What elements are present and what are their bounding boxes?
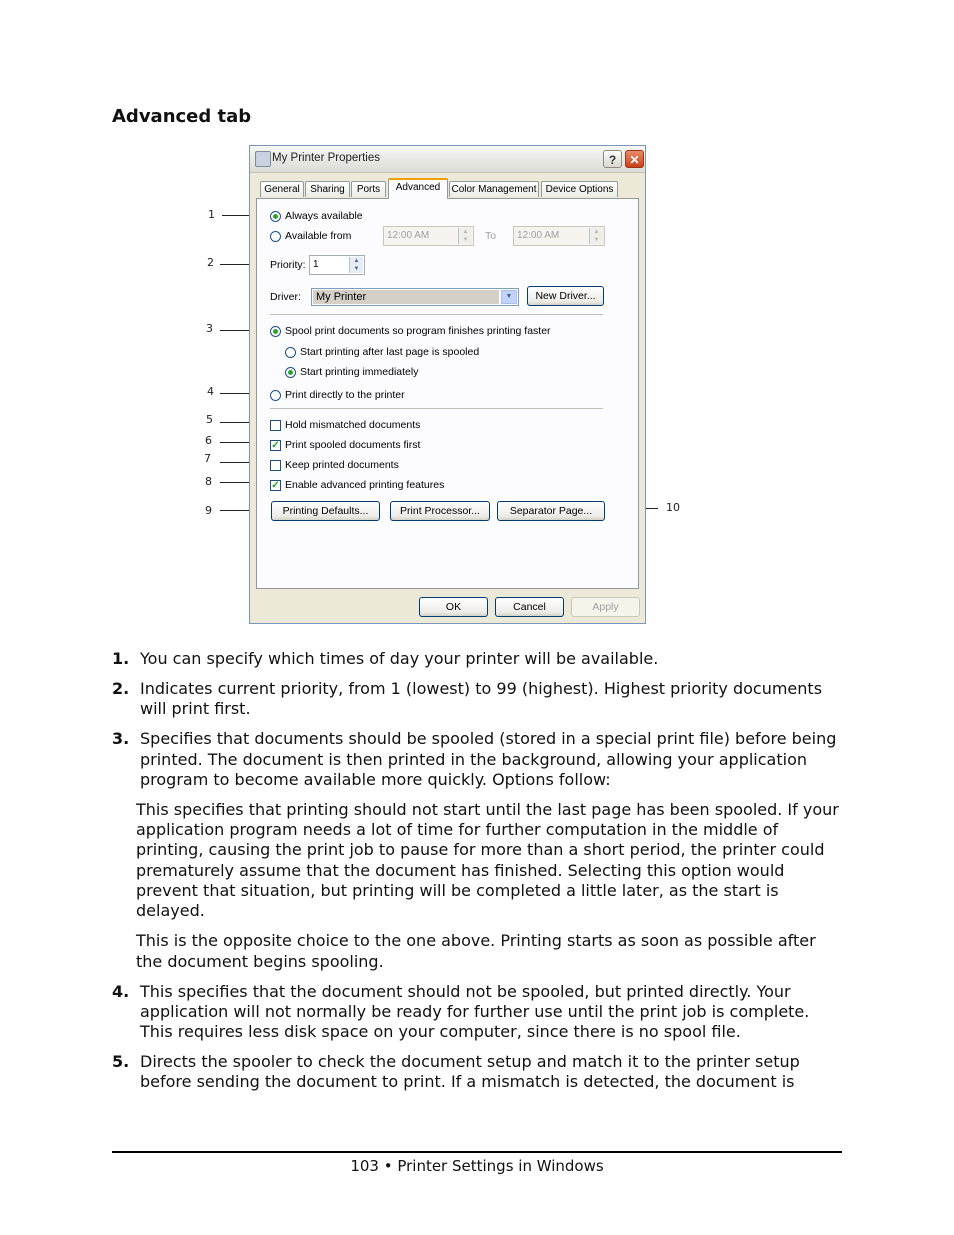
time-to-value: 12:00 AM	[517, 230, 560, 241]
callout-6: 6	[205, 434, 212, 447]
driver-label: Driver:	[270, 291, 301, 303]
radio-icon[interactable]	[270, 390, 281, 401]
time-to-input[interactable]	[513, 226, 605, 246]
always-available-label: Always available	[285, 210, 363, 222]
chevron-down-icon[interactable]: ▼	[501, 290, 517, 304]
advanced-panel	[256, 198, 639, 589]
separator	[270, 408, 603, 409]
item-text: Specifies that documents should be spooled (stored in a special print file) before being printed. The document is then printed in the background, allowing your application program to become available more quickly. Options follow:	[140, 729, 837, 789]
driver-value: My Printer	[313, 290, 499, 304]
print-spooled-first-label: Print spooled documents first	[285, 439, 421, 451]
start-after-last-label: Start printing after last page is spooled	[300, 346, 480, 358]
print-directly-label: Print directly to the printer	[285, 389, 405, 401]
list-item	[112, 982, 842, 1043]
list-item	[112, 649, 842, 669]
tab-device-options[interactable]: Device Options	[541, 181, 618, 197]
item-text: This specifies that the document should not be spooled, but printed directly. Your application will not normally be ready for further use until the print job is complete. This requires less disk space on your computer, since there is no spool file.	[140, 981, 810, 1042]
priority-value: 1	[313, 259, 319, 270]
item-number: 3.	[112, 729, 130, 749]
spin-arrows-icon[interactable]: ▲ ▼	[589, 228, 603, 244]
list-item	[112, 729, 842, 790]
callout-2: 2	[207, 256, 214, 269]
description-list	[112, 649, 842, 1102]
separator	[270, 314, 603, 315]
callout-7: 7	[204, 452, 211, 465]
checkbox-icon[interactable]	[270, 420, 281, 431]
title-bar[interactable]	[250, 146, 645, 173]
sub-paragraph: This specifies that printing should not start until the last page has been spooled. If your application program needs a lot of time for further computation in the middle of printing, causing the print job to pause for more than a short period, the printer could prematurely assume that the document has finished. Selecting this option would prevent that situation, but printing will be completed a little later, as the start is delayed.	[136, 799, 839, 921]
tab-ports[interactable]: Ports	[351, 181, 386, 197]
callout-4: 4	[207, 385, 214, 398]
checkbox-checked-icon[interactable]: ✓	[271, 479, 280, 491]
callout-5: 5	[206, 413, 213, 426]
keep-printed-label: Keep printed documents	[285, 459, 399, 471]
spin-arrows-icon[interactable]: ▲ ▼	[349, 257, 363, 273]
always-available-option[interactable]	[270, 210, 363, 222]
driver-select[interactable]	[311, 288, 519, 306]
close-button[interactable]: ✕	[625, 150, 644, 168]
radio-selected-icon[interactable]	[285, 367, 296, 378]
apply-button[interactable]: Apply	[571, 597, 640, 617]
hold-mismatched-label: Hold mismatched documents	[285, 419, 421, 431]
item-number: 5.	[112, 1052, 130, 1072]
radio-selected-icon[interactable]	[270, 211, 281, 222]
checkbox-checked-icon[interactable]: ✓	[271, 439, 280, 451]
item-text: You can specify which times of day your printer will be available.	[140, 649, 659, 668]
spin-arrows-icon[interactable]: ▲ ▼	[458, 228, 472, 244]
callout-1: 1	[208, 208, 215, 221]
printer-properties-dialog	[249, 145, 646, 624]
callout-8: 8	[205, 475, 212, 488]
callout-10: 10	[666, 501, 680, 514]
dialog-title: My Printer Properties	[272, 152, 381, 164]
item-number: 4.	[112, 981, 130, 1001]
start-after-last-option[interactable]	[285, 346, 479, 358]
section-heading: Advanced tab	[112, 106, 252, 127]
footer-rule	[112, 1151, 842, 1153]
tab-color-management[interactable]: Color Management	[449, 181, 539, 197]
new-driver-button[interactable]: New Driver...	[527, 286, 604, 306]
time-from-input[interactable]	[383, 226, 474, 246]
list-item	[112, 679, 842, 720]
item-number: 1.	[112, 649, 130, 668]
start-immediately-label: Start printing immediately	[300, 366, 419, 378]
item-text: Indicates current priority, from 1 (lowest) to 99 (highest). Highest priority documents will print first.	[140, 678, 823, 719]
item-number: 2.	[112, 678, 130, 698]
help-button[interactable]: ?	[603, 150, 622, 168]
radio-icon[interactable]	[285, 347, 296, 358]
available-from-label: Available from	[285, 230, 352, 242]
priority-input[interactable]	[309, 255, 365, 275]
start-immediately-option[interactable]	[285, 366, 418, 378]
print-processor-button[interactable]: Print Processor...	[390, 501, 490, 521]
enable-advanced-label: Enable advanced printing features	[285, 479, 445, 491]
sub-paragraph: This is the opposite choice to the one above. Printing starts as soon as possible after the document begins spooling.	[136, 931, 816, 971]
tab-sharing[interactable]: Sharing	[305, 181, 350, 197]
ok-button[interactable]: OK	[419, 597, 488, 617]
cancel-button[interactable]: Cancel	[495, 597, 564, 617]
separator-page-button[interactable]: Separator Page...	[497, 501, 605, 521]
to-label: To	[485, 230, 497, 242]
radio-icon[interactable]	[270, 231, 281, 242]
tab-general[interactable]: General	[260, 181, 304, 197]
available-from-option[interactable]	[270, 230, 351, 242]
time-from-value: 12:00 AM	[387, 230, 430, 241]
page-footer: 103 • Printer Settings in Windows	[350, 1157, 604, 1175]
enable-advanced-option[interactable]	[270, 479, 444, 491]
keep-printed-option[interactable]	[270, 459, 399, 471]
list-item	[112, 1052, 842, 1093]
item-text: Directs the spooler to check the document setup and match it to the printer setup before sending the document to print. If a mismatch is detected, the document is	[140, 1052, 800, 1092]
checkbox-icon[interactable]	[270, 460, 281, 471]
tab-advanced[interactable]: Advanced	[388, 178, 448, 199]
priority-label: Priority:	[270, 259, 306, 271]
printer-icon	[255, 151, 271, 167]
radio-selected-icon[interactable]	[270, 326, 281, 337]
callout-3: 3	[206, 322, 213, 335]
print-directly-option[interactable]	[270, 389, 405, 401]
callout-9: 9	[205, 504, 212, 517]
spool-label: Spool print documents so program finishes printing faster	[285, 325, 551, 337]
spool-option[interactable]	[270, 325, 551, 337]
printing-defaults-button[interactable]: Printing Defaults...	[271, 501, 380, 521]
hold-mismatched-option[interactable]	[270, 419, 420, 431]
print-spooled-first-option[interactable]	[270, 439, 420, 451]
